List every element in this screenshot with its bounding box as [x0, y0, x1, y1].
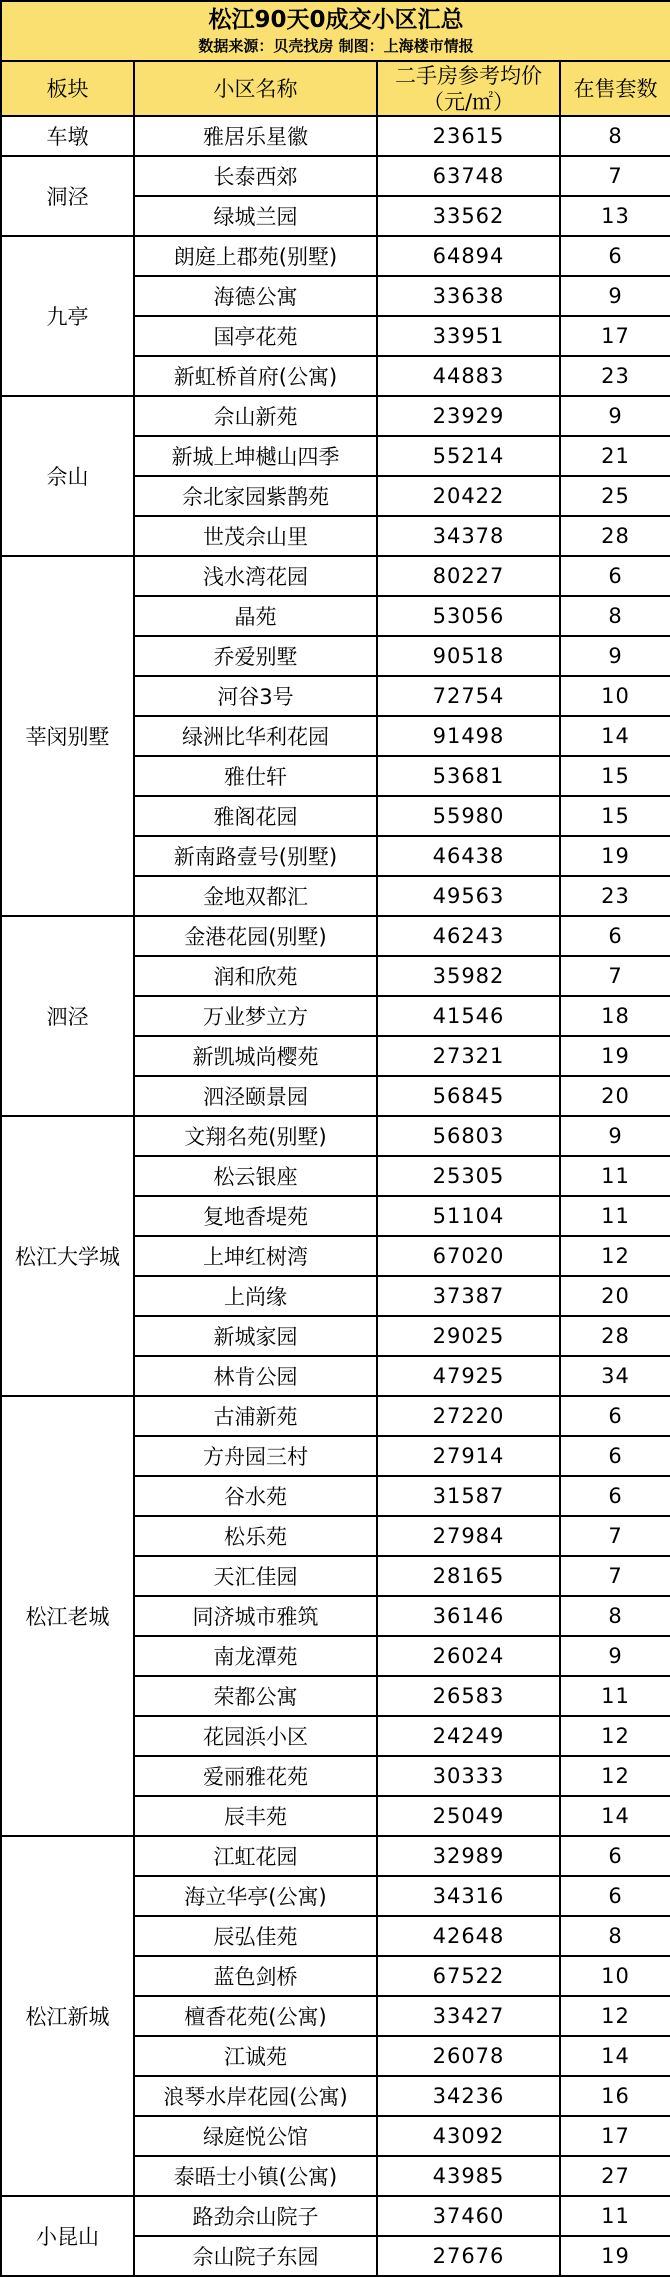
community-name-cell: 泗泾颐景园 — [134, 1076, 377, 1116]
count-cell: 14 — [560, 2036, 670, 2076]
count-cell: 6 — [560, 236, 670, 276]
community-name-cell: 绿城兰园 — [134, 196, 377, 236]
table-row — [1, 236, 670, 276]
price-cell: 33951 — [377, 316, 560, 356]
community-name-cell: 国亭花苑 — [134, 316, 377, 356]
community-name-cell: 同济城市雅筑 — [134, 1596, 377, 1636]
community-name-cell: 上坤红树湾 — [134, 1236, 377, 1276]
price-cell: 23615 — [377, 116, 560, 156]
price-cell: 63748 — [377, 156, 560, 196]
count-cell: 9 — [560, 1116, 670, 1156]
data-source-note: 数据来源：贝壳找房 制图：上海楼市情报 — [198, 37, 474, 55]
price-cell: 53681 — [377, 756, 560, 796]
price-cell: 26024 — [377, 1636, 560, 1676]
price-cell: 67020 — [377, 1236, 560, 1276]
price-cell: 26078 — [377, 2036, 560, 2076]
price-cell: 46438 — [377, 836, 560, 876]
community-name-cell: 海德公寓 — [134, 276, 377, 316]
community-name-cell: 佘北家园紫鹊苑 — [134, 476, 377, 516]
price-cell: 41546 — [377, 996, 560, 1036]
header-row — [1, 61, 670, 116]
price-cell: 67522 — [377, 1956, 560, 1996]
community-name-cell: 林肯公园 — [134, 1356, 377, 1396]
price-cell: 56803 — [377, 1116, 560, 1156]
region-cell: 车墩 — [1, 116, 134, 156]
count-cell: 6 — [560, 1396, 670, 1436]
price-cell: 43092 — [377, 2116, 560, 2156]
count-cell: 7 — [560, 1556, 670, 1596]
community-name-cell: 江诚苑 — [134, 2036, 377, 2076]
community-name-cell: 辰弘佳苑 — [134, 1916, 377, 1956]
count-cell: 14 — [560, 1796, 670, 1836]
count-cell: 11 — [560, 1196, 670, 1236]
community-name-cell: 金地双都汇 — [134, 876, 377, 916]
count-cell: 19 — [560, 2236, 670, 2276]
community-name-cell: 新城家园 — [134, 1316, 377, 1356]
community-name-cell: 松乐苑 — [134, 1516, 377, 1556]
community-name-cell: 新城上坤樾山四季 — [134, 436, 377, 476]
community-name-cell: 雅仕轩 — [134, 756, 377, 796]
community-name-cell: 朗庭上郡苑(别墅) — [134, 236, 377, 276]
price-cell: 46243 — [377, 916, 560, 956]
region-cell: 小昆山 — [1, 2196, 134, 2276]
price-cell: 23929 — [377, 396, 560, 436]
header-name: 小区名称 — [134, 61, 377, 116]
price-cell: 27321 — [377, 1036, 560, 1076]
price-cell: 56845 — [377, 1076, 560, 1116]
community-name-cell: 河谷3号 — [134, 676, 377, 716]
community-name-cell: 辰丰苑 — [134, 1796, 377, 1836]
count-cell: 11 — [560, 2196, 670, 2236]
community-name-cell: 方舟园三村 — [134, 1436, 377, 1476]
table-row — [1, 116, 670, 156]
count-cell: 12 — [560, 1236, 670, 1276]
count-cell: 12 — [560, 1996, 670, 2036]
count-cell: 16 — [560, 2076, 670, 2116]
region-cell: 松江新城 — [1, 1836, 134, 2196]
price-cell: 33562 — [377, 196, 560, 236]
price-cell: 51104 — [377, 1196, 560, 1236]
count-cell: 10 — [560, 676, 670, 716]
community-name-cell: 新虹桥首府(公寓) — [134, 356, 377, 396]
count-cell: 6 — [560, 1476, 670, 1516]
price-cell: 25049 — [377, 1796, 560, 1836]
count-cell: 7 — [560, 956, 670, 996]
count-cell: 27 — [560, 2156, 670, 2196]
price-cell: 91498 — [377, 716, 560, 756]
region-cell: 泗泾 — [1, 916, 134, 1116]
table-row — [1, 1396, 670, 1436]
table-row — [1, 556, 670, 596]
community-name-cell: 绿洲比华利花园 — [134, 716, 377, 756]
header-count: 在售套数 — [560, 61, 670, 116]
count-cell: 19 — [560, 1036, 670, 1076]
price-cell: 72754 — [377, 676, 560, 716]
community-name-cell: 润和欣苑 — [134, 956, 377, 996]
count-cell: 28 — [560, 516, 670, 556]
community-name-cell: 雅阁花园 — [134, 796, 377, 836]
price-cell: 90518 — [377, 636, 560, 676]
community-name-cell: 江虹花园 — [134, 1836, 377, 1876]
price-cell: 49563 — [377, 876, 560, 916]
community-name-cell: 佘山院子东园 — [134, 2236, 377, 2276]
community-name-cell: 南龙潭苑 — [134, 1636, 377, 1676]
count-cell: 13 — [560, 196, 670, 236]
community-name-cell: 天汇佳园 — [134, 1556, 377, 1596]
table-body — [1, 1, 670, 2276]
count-cell: 21 — [560, 436, 670, 476]
count-cell: 6 — [560, 1436, 670, 1476]
price-cell: 53056 — [377, 596, 560, 636]
community-name-cell: 古浦新苑 — [134, 1396, 377, 1436]
region-cell: 莘闵别墅 — [1, 556, 134, 916]
price-cell: 31587 — [377, 1476, 560, 1516]
community-name-cell: 新凯城尚樱苑 — [134, 1036, 377, 1076]
count-cell: 7 — [560, 156, 670, 196]
count-cell: 10 — [560, 1956, 670, 1996]
community-name-cell: 荣都公寓 — [134, 1676, 377, 1716]
price-cell: 29025 — [377, 1316, 560, 1356]
header-price-label: 二手房参考均价 — [395, 63, 542, 88]
community-name-cell: 路劲佘山院子 — [134, 2196, 377, 2236]
count-cell: 15 — [560, 796, 670, 836]
table-row — [1, 2196, 670, 2236]
price-cell: 33638 — [377, 276, 560, 316]
count-cell: 14 — [560, 716, 670, 756]
community-name-cell: 晶苑 — [134, 596, 377, 636]
price-cell: 33427 — [377, 1996, 560, 2036]
community-name-cell: 金港花园(别墅) — [134, 916, 377, 956]
price-cell: 20422 — [377, 476, 560, 516]
price-cell: 36146 — [377, 1596, 560, 1636]
table-row — [1, 1116, 670, 1156]
table-row — [1, 1836, 670, 1876]
count-cell: 7 — [560, 1516, 670, 1556]
price-cell: 47925 — [377, 1356, 560, 1396]
price-cell: 34378 — [377, 516, 560, 556]
title-row — [1, 1, 670, 61]
count-cell: 12 — [560, 1716, 670, 1756]
count-cell: 18 — [560, 996, 670, 1036]
community-name-cell: 浪琴水岸花园(公寓) — [134, 2076, 377, 2116]
community-name-cell: 文翔名苑(别墅) — [134, 1116, 377, 1156]
community-name-cell: 雅居乐星徽 — [134, 116, 377, 156]
community-name-cell: 复地香堤苑 — [134, 1196, 377, 1236]
community-name-cell: 乔爱别墅 — [134, 636, 377, 676]
header-price-unit: （元/㎡） — [422, 89, 515, 114]
community-name-cell: 花园浜小区 — [134, 1716, 377, 1756]
community-name-cell: 万业梦立方 — [134, 996, 377, 1036]
region-cell: 九亭 — [1, 236, 134, 396]
price-cell: 43985 — [377, 2156, 560, 2196]
community-name-cell: 长泰西郊 — [134, 156, 377, 196]
community-name-cell: 蓝色剑桥 — [134, 1956, 377, 1996]
price-cell: 80227 — [377, 556, 560, 596]
table-row — [1, 396, 670, 436]
count-cell: 15 — [560, 756, 670, 796]
price-cell: 27914 — [377, 1436, 560, 1476]
community-name-cell: 海立华亭(公寓) — [134, 1876, 377, 1916]
header-region: 板块 — [1, 61, 134, 116]
count-cell: 11 — [560, 1156, 670, 1196]
count-cell: 8 — [560, 116, 670, 156]
count-cell: 9 — [560, 276, 670, 316]
region-cell: 松江老城 — [1, 1396, 134, 1836]
community-name-cell: 爱丽雅花苑 — [134, 1756, 377, 1796]
count-cell: 23 — [560, 356, 670, 396]
community-name-cell: 浅水湾花园 — [134, 556, 377, 596]
price-cell: 35982 — [377, 956, 560, 996]
count-cell: 17 — [560, 2116, 670, 2156]
page-title: 松江90天0成交小区汇总 — [208, 7, 464, 33]
price-cell: 34316 — [377, 1876, 560, 1916]
count-cell: 20 — [560, 1276, 670, 1316]
price-cell: 25305 — [377, 1156, 560, 1196]
count-cell: 9 — [560, 396, 670, 436]
community-name-cell: 绿庭悦公馆 — [134, 2116, 377, 2156]
community-name-cell: 檀香花苑(公寓) — [134, 1996, 377, 2036]
count-cell: 8 — [560, 1916, 670, 1956]
table-row — [1, 916, 670, 956]
price-cell: 55214 — [377, 436, 560, 476]
count-cell: 9 — [560, 1636, 670, 1676]
price-cell: 42648 — [377, 1916, 560, 1956]
price-cell: 37460 — [377, 2196, 560, 2236]
community-name-cell: 泰晤士小镇(公寓) — [134, 2156, 377, 2196]
price-cell: 24249 — [377, 1716, 560, 1756]
price-cell: 55980 — [377, 796, 560, 836]
price-cell: 26583 — [377, 1676, 560, 1716]
price-cell: 28165 — [377, 1556, 560, 1596]
count-cell: 28 — [560, 1316, 670, 1356]
count-cell: 9 — [560, 636, 670, 676]
price-cell: 44883 — [377, 356, 560, 396]
community-name-cell: 谷水苑 — [134, 1476, 377, 1516]
count-cell: 6 — [560, 1836, 670, 1876]
count-cell: 23 — [560, 876, 670, 916]
price-cell: 32989 — [377, 1836, 560, 1876]
price-cell: 64894 — [377, 236, 560, 276]
count-cell: 25 — [560, 476, 670, 516]
price-cell: 27676 — [377, 2236, 560, 2276]
community-name-cell: 佘山新苑 — [134, 396, 377, 436]
count-cell: 6 — [560, 916, 670, 956]
region-cell: 佘山 — [1, 396, 134, 556]
price-cell: 30333 — [377, 1756, 560, 1796]
count-cell: 8 — [560, 596, 670, 636]
count-cell: 11 — [560, 1676, 670, 1716]
price-cell: 37387 — [377, 1276, 560, 1316]
price-cell: 27220 — [377, 1396, 560, 1436]
community-name-cell: 新南路壹号(别墅) — [134, 836, 377, 876]
count-cell: 34 — [560, 1356, 670, 1396]
count-cell: 8 — [560, 1596, 670, 1636]
table-row — [1, 156, 670, 196]
count-cell: 19 — [560, 836, 670, 876]
header-price — [377, 61, 560, 116]
count-cell: 6 — [560, 1876, 670, 1916]
price-cell: 27984 — [377, 1516, 560, 1556]
region-cell: 松江大学城 — [1, 1116, 134, 1396]
count-cell: 20 — [560, 1076, 670, 1116]
count-cell: 6 — [560, 556, 670, 596]
title-cell — [1, 1, 670, 61]
community-name-cell: 松云银座 — [134, 1156, 377, 1196]
community-name-cell: 世茂佘山里 — [134, 516, 377, 556]
count-cell: 17 — [560, 316, 670, 356]
community-name-cell: 上尚缘 — [134, 1276, 377, 1316]
count-cell: 12 — [560, 1756, 670, 1796]
price-cell: 34236 — [377, 2076, 560, 2116]
region-cell: 洞泾 — [1, 156, 134, 236]
